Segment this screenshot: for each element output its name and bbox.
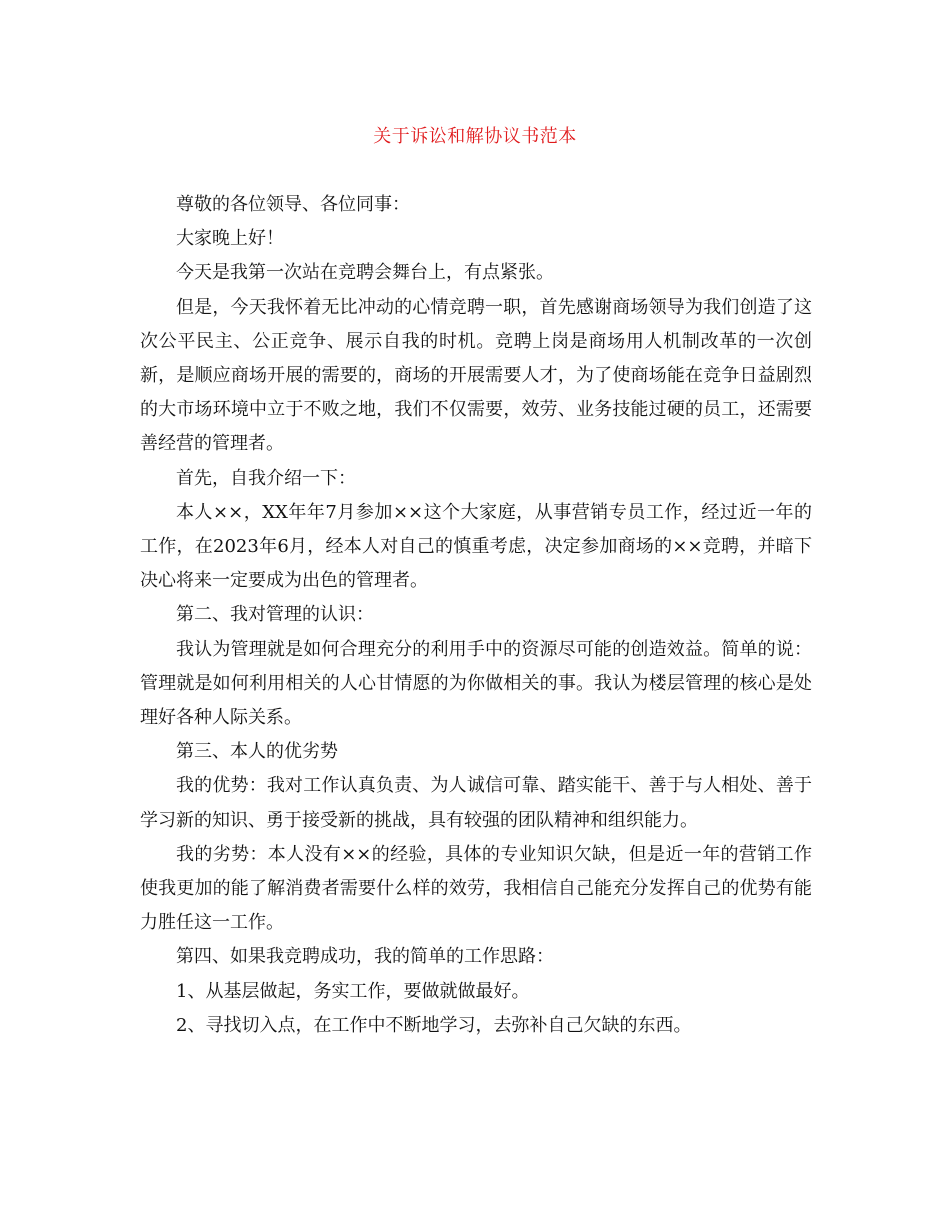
paragraph: 我认为管理就是如何合理充分的利用手中的资源尽可能的创造效益。简单的说：管理就是如何利用相关的人心甘情愿的为你做相关的事。我认为楼层管理的核心是处理好各种人际关系。 xyxy=(140,638,812,729)
paragraph-heading: 第三、本人的优劣势 xyxy=(176,741,338,763)
list-item: 2、寻找切入点，在工作中不断地学习，去弥补自己欠缺的东西。 xyxy=(176,1014,692,1036)
paragraph: 本人××，XX年年7月参加××这个大家庭，从事营销专员工作，经过近一年的工作，在2023年6月，经本人对自己的慎重考虑，决定参加商场的××竞聘，并暗下决心将来一定要成为出色的管理者。 xyxy=(140,501,812,592)
paragraph: 我的劣势：本人没有××的经验，具体的专业知识欠缺，但是近一年的营销工作使我更加的能了解消费者需要什么样的效劳，我相信自己能充分发挥自己的优势有能力胜任这一工作。 xyxy=(140,843,812,934)
document-title: 关于诉讼和解协议书范本 xyxy=(373,126,577,147)
paragraph-heading: 第四、如果我竞聘成功，我的简单的工作思路： xyxy=(176,946,554,968)
list-item: 1、从基层做起，务实工作，要做就做最好。 xyxy=(176,980,530,1002)
document-body xyxy=(140,188,812,1043)
paragraph-heading: 第二、我对管理的认识： xyxy=(176,604,374,626)
paragraph-greeting: 大家晚上好！ xyxy=(176,228,284,250)
paragraph: 但是，今天我怀着无比冲动的心情竞聘一职，首先感谢商场领导为我们创造了这次公平民主、公正竞争、展示自我的时机。竞聘上岗是商场用人机制改革的一次创新，是顺应商场开展的需要的，商场的开展需要人才，为了使商场能在竞争日益剧烈的大市场环境中立于不败之地，我们不仅需要，效劳、业务技能过硬的员工，还需要善经营的管理者。 xyxy=(140,296,812,455)
paragraph-heading: 首先，自我介绍一下： xyxy=(176,467,356,489)
paragraph-salutation: 尊敬的各位领导、各位同事： xyxy=(176,194,410,215)
paragraph: 我的优势：我对工作认真负责、为人诚信可靠、踏实能干、善于与人相处、善于学习新的知识、勇于接受新的挑战，具有较强的团队精神和组织能力。 xyxy=(140,775,812,831)
paragraph: 今天是我第一次站在竞聘会舞台上，有点紧张。 xyxy=(176,262,554,284)
